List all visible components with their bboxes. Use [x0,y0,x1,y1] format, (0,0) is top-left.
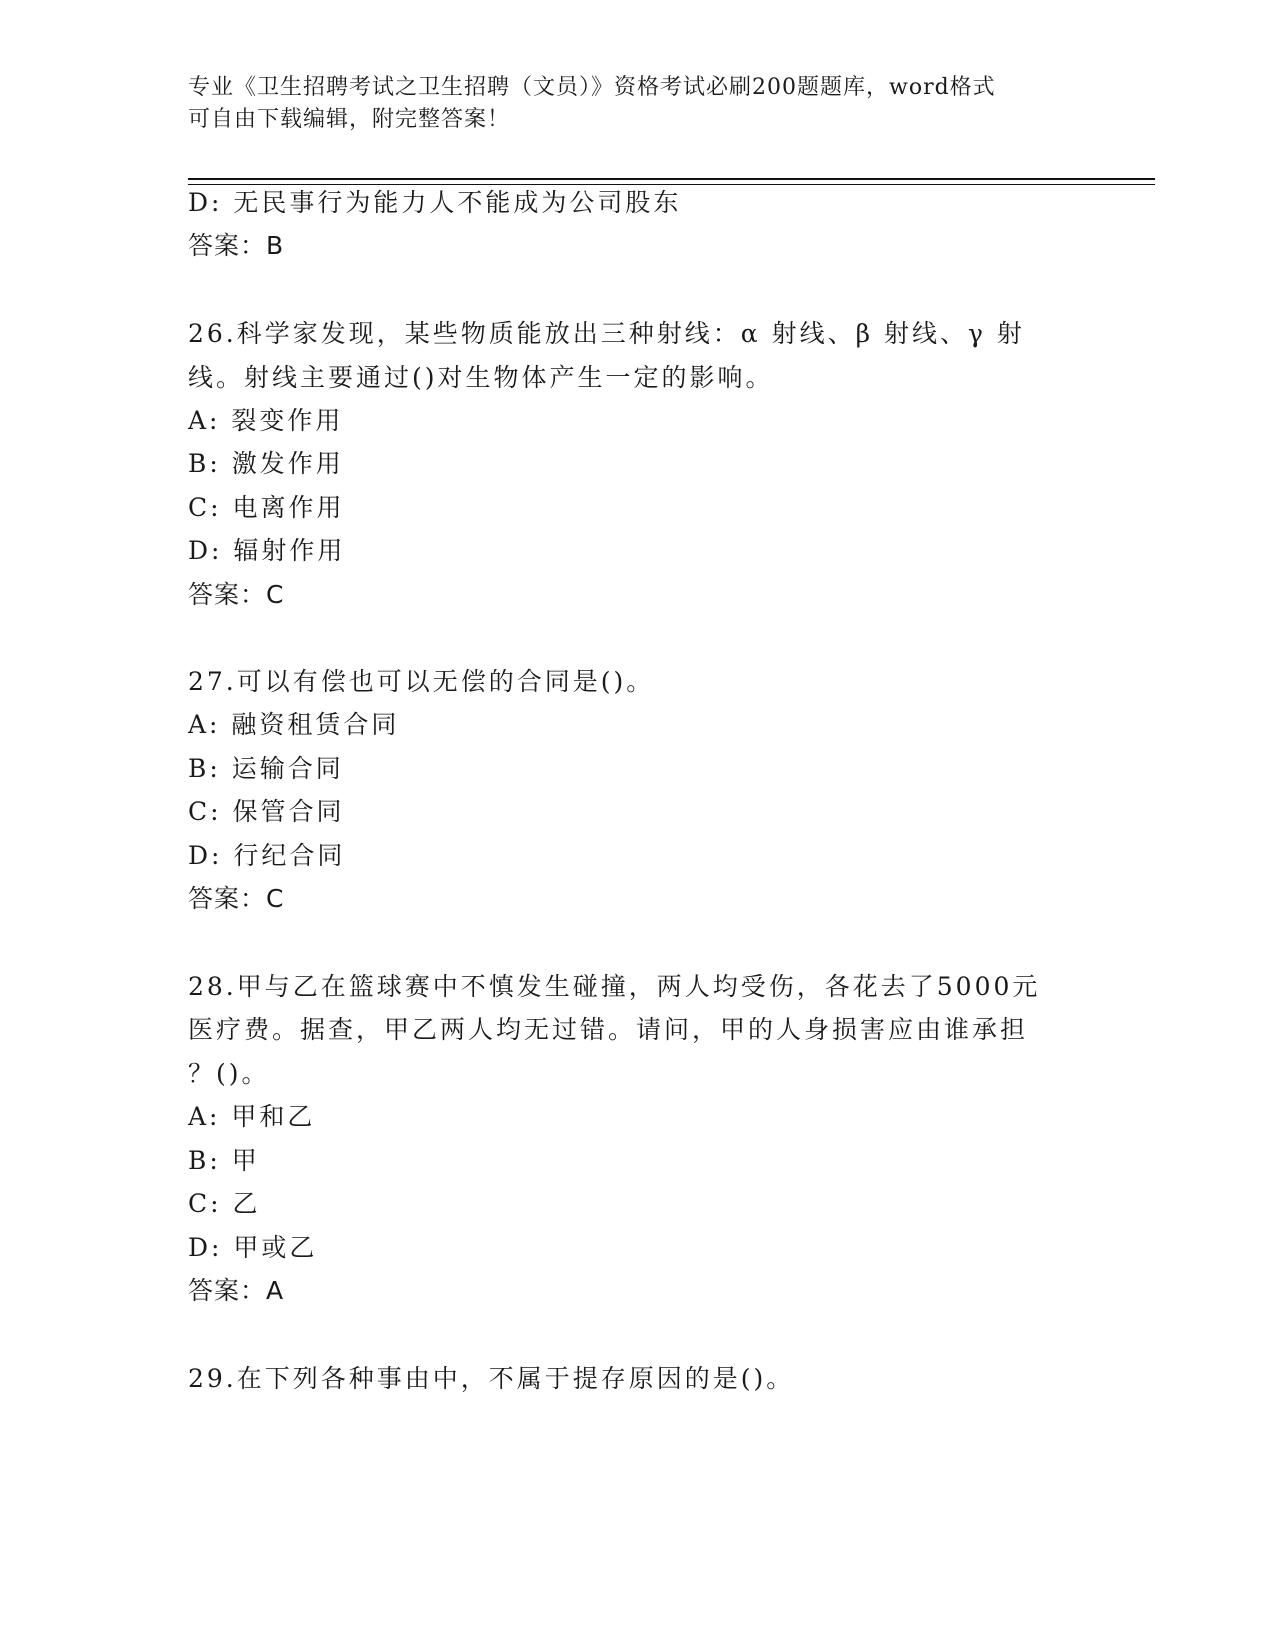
q27-option-d: D: 行纪合同 [188,841,346,870]
q27-answer: 答案：C [188,884,285,913]
header-line-2: 可自由下载编辑，附完整答案！ [188,107,511,132]
q28-stem-line-2: 医疗费。据查，甲乙两人均无过错。请问，甲的人身损害应由谁承担 [188,1015,1029,1044]
q28-option-b: B: 甲 [188,1146,260,1175]
q26-option-b: B: 激发作用 [188,449,344,478]
header-line-1: 专业《卫生招聘考试之卫生招聘（文员）》资格考试必刷200题题库，word格式 [188,75,996,100]
prev-answer: 答案：B [188,231,285,260]
prev-option-d: D: 无民事行为能力人不能成为公司股东 [188,188,682,217]
q26-option-a: A: 裂变作用 [188,406,344,435]
q26-option-d: D: 辐射作用 [188,536,346,565]
header-divider-thin [188,184,1155,185]
q28-option-d: D: 甲或乙 [188,1233,318,1262]
q27-stem-line-1: 27.可以有偿也可以无偿的合同是()。 [188,667,655,696]
q27-option-b: B: 运输合同 [188,754,344,783]
q26-stem-line-2: 线。射线主要通过()对生物体产生一定的影响。 [188,363,774,392]
header-divider-thick [188,178,1155,180]
q28-option-a: A: 甲和乙 [188,1102,316,1131]
q26-stem-line-1: 26.科学家发现，某些物质能放出三种射线：α 射线、β 射线、γ 射 [188,319,1025,348]
q26-option-c: C: 电离作用 [188,493,345,522]
q27-option-c: C: 保管合同 [188,797,345,826]
q28-answer: 答案：A [188,1276,285,1305]
q28-option-c: C: 乙 [188,1189,261,1218]
q28-stem-line-1: 28.甲与乙在篮球赛中不慎发生碰撞，两人均受伤，各花去了5000元 [188,972,1041,1001]
q27-option-a: A: 融资租赁合同 [188,710,400,739]
q29-stem-line-1: 29.在下列各种事由中，不属于提存原因的是()。 [188,1364,795,1393]
q26-answer: 答案：C [188,580,285,609]
document-header [188,72,1068,136]
q28-stem-line-3: ？()。 [188,1059,270,1088]
